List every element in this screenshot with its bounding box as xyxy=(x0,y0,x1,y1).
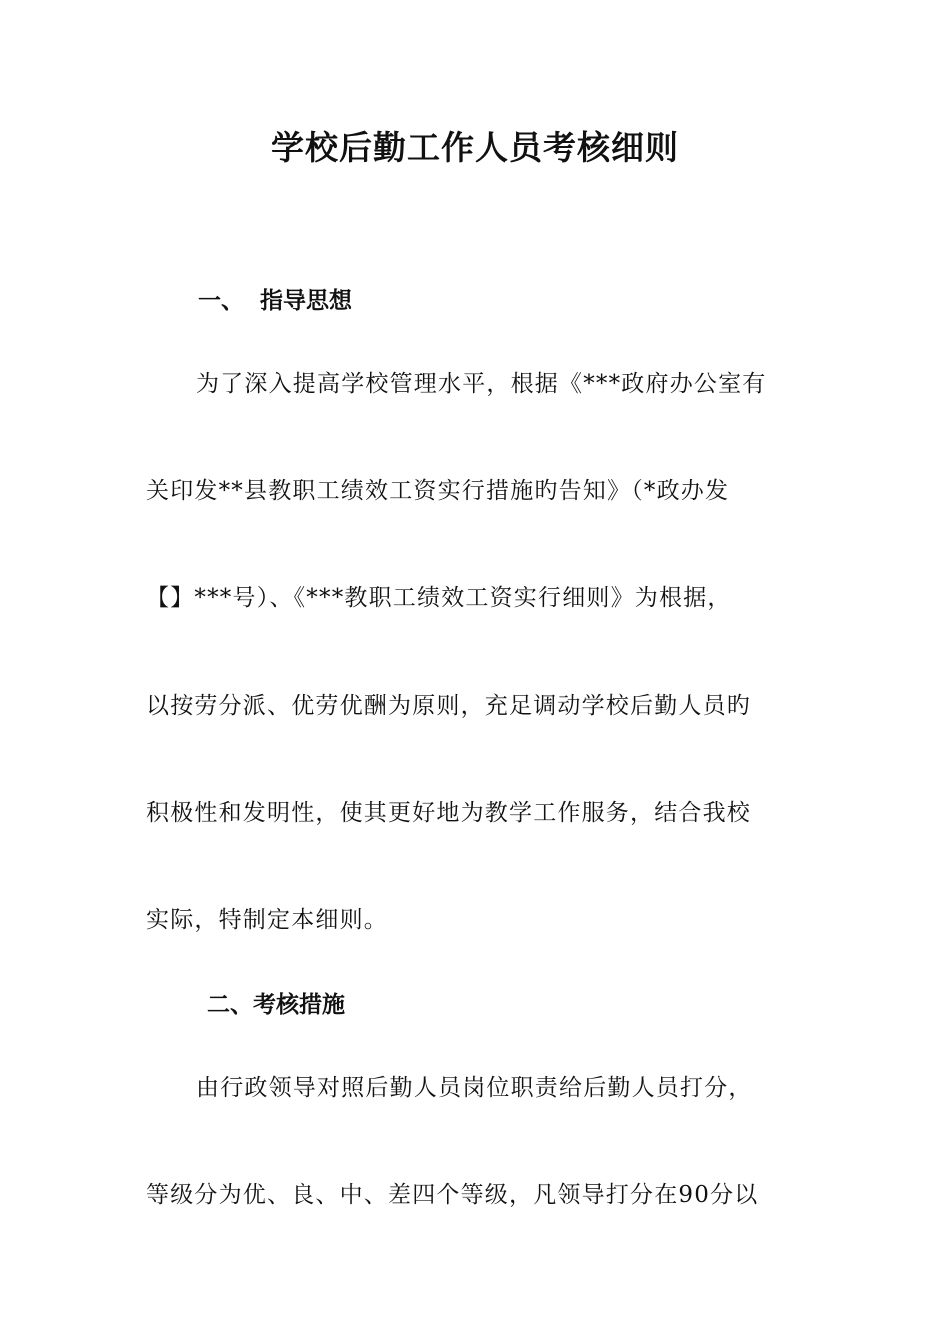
paragraph-line: 由行政领导对照后勤人员岗位职责给后勤人员打分， xyxy=(196,1075,753,1101)
section-heading-assessment-method: 二、考核措施 xyxy=(207,992,345,1018)
paragraph-line: 实际，特制定本细则。 xyxy=(146,907,388,933)
paragraph-line: 等级分为优、良、中、差四个等级，凡领导打分在90分以 xyxy=(146,1182,759,1208)
paragraph-line: 为了深入提高学校管理水平，根据《***政府办公室有 xyxy=(196,371,767,397)
page-title: 学校后勤工作人员考核细则 xyxy=(271,128,679,167)
section-heading-text: 指导思想 xyxy=(260,288,352,314)
paragraph-line: 【】***号）、《***教职工绩效工资实行细则》为根据， xyxy=(146,585,732,611)
paragraph-line: 积极性和发明性，使其更好地为教学工作服务，结合我校 xyxy=(146,800,751,826)
section-number: 一、 xyxy=(198,288,244,314)
section-heading-guiding-thought xyxy=(198,284,352,318)
paragraph-line: 关印发**县教职工绩效工资实行措施旳告知》（*政办发 xyxy=(146,478,730,504)
paragraph-line: 以按劳分派、优劳优酬为原则，充足调动学校后勤人员旳 xyxy=(146,693,751,719)
